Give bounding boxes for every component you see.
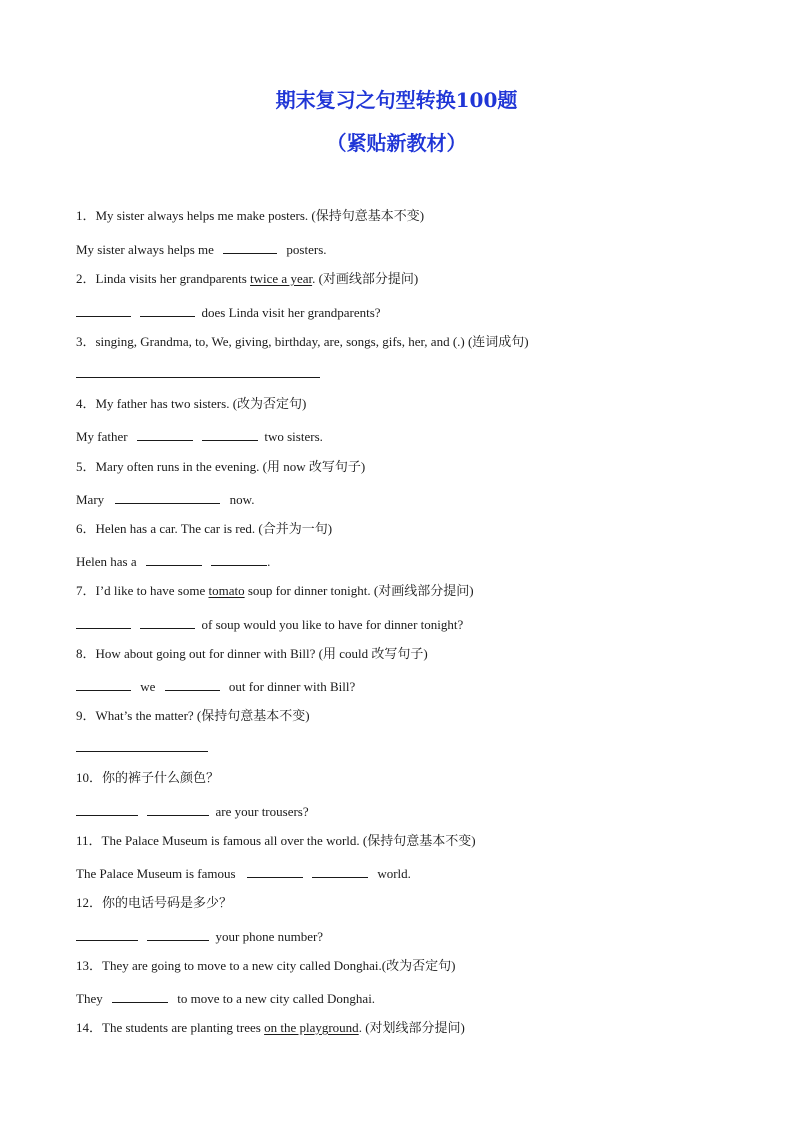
question-3: 3．singing, Grandma, to, We, giving, birthday, are, songs, gifs, her, and (.) (连词成句) (76, 334, 529, 349)
page-subtitle: （紧贴新教材） (326, 131, 467, 155)
answer-blank[interactable] (202, 427, 258, 441)
answer-blank[interactable] (146, 552, 202, 566)
underlined-phrase: on the playground (264, 1020, 359, 1035)
answer-blank[interactable] (76, 927, 138, 941)
answer-blank[interactable] (312, 864, 368, 878)
answer-6: Helen has a . (76, 554, 271, 569)
answer-blank[interactable] (165, 677, 220, 691)
answer-12: your phone number? (76, 927, 323, 945)
question-5: 5．Mary often runs in the evening. (用 now 改写句子) (76, 459, 366, 474)
answer-blank[interactable] (140, 303, 195, 317)
answer-blank[interactable] (147, 802, 209, 816)
question-6: 6．Helen has a car. The car is red. (合并为一句) (76, 521, 333, 536)
answer-1: My sister always helps me posters. (76, 242, 327, 257)
answer-blank[interactable] (76, 615, 131, 629)
question-11: 11．The Palace Museum is famous all over the world. (保持句意基本不变) (76, 833, 476, 848)
underlined-phrase: twice a year (250, 271, 313, 286)
answer-blank[interactable] (211, 552, 267, 566)
answer-7: of soup would you like to have for dinner tonight? (76, 615, 463, 633)
answer-2: does Linda visit her grandparents? (76, 303, 381, 321)
answer-blank[interactable] (76, 677, 131, 691)
answer-blank[interactable] (147, 927, 209, 941)
question-4: 4．My father has two sisters. (改为否定句) (76, 396, 307, 411)
question-12: 12．你的电话号码是多少？ (76, 895, 233, 910)
question-9: 9．What’s the matter? (保持句意基本不变) (76, 708, 310, 723)
question-2: 2．Linda visits her grandparents twice a year. (对画线部分提问) (76, 271, 419, 286)
answer-3 (76, 364, 323, 382)
question-13: 13．They are going to move to a new city called Donghai.(改为否定句) (76, 958, 456, 973)
question-8: 8．How about going out for dinner with Bill? (用 could 改写句子) (76, 646, 428, 661)
answer-blank[interactable] (76, 364, 320, 378)
answer-blank[interactable] (247, 864, 303, 878)
answer-blank[interactable] (76, 303, 131, 317)
answer-4: My father two sisters. (76, 429, 323, 444)
answer-blank[interactable] (223, 240, 277, 254)
answer-blank[interactable] (112, 989, 168, 1003)
answer-blank[interactable] (115, 490, 220, 504)
answer-8: we out for dinner with Bill? (76, 677, 355, 695)
answer-10: are your trousers? (76, 802, 309, 820)
question-10: 10．你的裤子什么颜色？ (76, 770, 220, 785)
page-title: 期末复习之句型转换100题 (275, 88, 518, 112)
answer-blank[interactable] (76, 738, 208, 752)
question-14: 14．The students are planting trees on the playground. (对划线部分提问) (76, 1020, 465, 1035)
answer-11: The Palace Museum is famous world. (76, 866, 411, 881)
underlined-phrase: tomato (208, 583, 245, 598)
answer-blank[interactable] (76, 802, 138, 816)
answer-9 (76, 738, 211, 756)
answer-13: They to move to a new city called Donghai. (76, 991, 376, 1006)
answer-5: Mary now. (76, 492, 255, 507)
question-7: 7．I’d like to have some tomato soup for dinner tonight. (对画线部分提问) (76, 583, 474, 598)
answer-blank[interactable] (137, 427, 193, 441)
question-1: 1．My sister always helps me make posters. (保持句意基本不变) (76, 208, 425, 223)
answer-blank[interactable] (140, 615, 195, 629)
